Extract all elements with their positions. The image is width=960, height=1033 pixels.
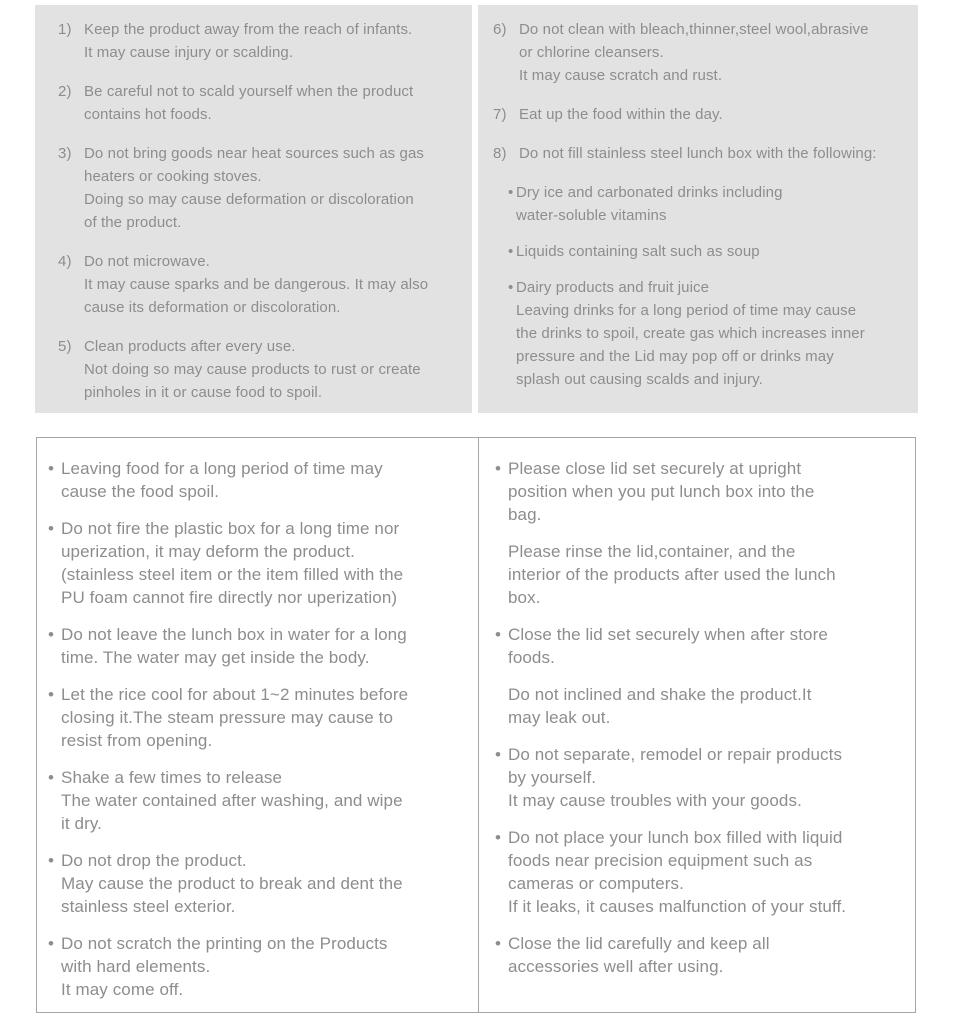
item-number: 5)	[58, 338, 72, 355]
text-line: Liquids containing salt such as soup	[516, 243, 760, 260]
text-line: Do not scratch the printing on the Products	[61, 934, 388, 953]
text-line: box.	[508, 588, 541, 607]
instruction-item	[58, 80, 464, 126]
text-line: resist from opening.	[61, 731, 213, 750]
item-text	[519, 103, 912, 126]
item-text	[61, 849, 472, 918]
item-number: 2)	[58, 83, 72, 100]
text-line: Dairy products and fruit juice	[516, 279, 710, 296]
instruction-item	[495, 932, 907, 978]
item-text	[516, 240, 912, 263]
text-line: It may cause sparks and be dangerous. It may also	[84, 276, 429, 293]
care-notes-column-right	[478, 438, 915, 1012]
text-line: contains hot foods.	[84, 106, 212, 123]
bullet-icon: •	[495, 934, 502, 953]
item-text	[508, 623, 907, 669]
instruction-item	[495, 540, 907, 609]
item-text	[516, 181, 912, 227]
instruction-item	[495, 743, 907, 812]
text-line: the drinks to spoil, create gas which increases inner	[516, 325, 865, 342]
text-line: it dry.	[61, 814, 103, 833]
bullet-icon: •	[48, 768, 55, 787]
instruction-item	[48, 517, 472, 609]
item-text	[84, 80, 464, 126]
instruction-item	[508, 276, 912, 391]
bullet-icon: •	[495, 828, 502, 847]
instruction-item	[493, 18, 912, 87]
item-text	[508, 826, 907, 918]
item-number: 4)	[58, 253, 72, 270]
text-line: may leak out.	[508, 708, 611, 727]
text-line: or chlorine cleansers.	[519, 44, 664, 61]
text-line: time. The water may get inside the body.	[61, 648, 370, 667]
text-line: Close the lid carefully and keep all	[508, 934, 770, 953]
text-line: water-soluble vitamins	[516, 207, 667, 224]
text-line: Not doing so may cause products to rust or create	[84, 361, 421, 378]
text-line: If it leaks, it causes malfunction of your stuff.	[508, 897, 847, 916]
bullet-icon: •	[48, 459, 55, 478]
item-text	[519, 142, 912, 165]
text-line: Doing so may cause deformation or discoloration	[84, 191, 414, 208]
item-text	[516, 276, 912, 391]
text-line: Leaving food for a long period of time may	[61, 459, 383, 478]
text-line: It may come off.	[61, 980, 184, 999]
text-line: It may cause troubles with your goods.	[508, 791, 802, 810]
text-line: of the product.	[84, 214, 182, 231]
text-line: It may cause scratch and rust.	[519, 67, 723, 84]
text-line: closing it.The steam pressure may cause to	[61, 708, 394, 727]
instruction-item	[48, 623, 472, 669]
text-line: Eat up the food within the day.	[519, 106, 723, 123]
item-text	[61, 517, 472, 609]
bullet-icon: •	[508, 279, 514, 296]
text-line: Close the lid set securely when after store	[508, 625, 828, 644]
text-line: Dry ice and carbonated drinks including	[516, 184, 783, 201]
item-text	[61, 683, 472, 752]
instruction-item	[493, 142, 912, 165]
item-text	[61, 932, 472, 1001]
text-line: Do not clean with bleach,thinner,steel wool,abrasive	[519, 21, 869, 38]
text-line: heaters or cooking stoves.	[84, 168, 262, 185]
instruction-item	[495, 683, 907, 729]
item-number: 3)	[58, 145, 72, 162]
item-text	[84, 18, 464, 64]
text-line: splash out causing scalds and injury.	[516, 371, 763, 388]
text-line: foods.	[508, 648, 555, 667]
text-line: Keep the product away from the reach of infants.	[84, 21, 413, 38]
text-line: with hard elements.	[61, 957, 211, 976]
item-text	[508, 932, 907, 978]
item-number: 7)	[493, 106, 507, 123]
item-text	[61, 457, 472, 503]
text-line: cause the food spoil.	[61, 482, 220, 501]
item-number: 1)	[58, 21, 72, 38]
text-line: May cause the product to break and dent the	[61, 874, 403, 893]
item-text	[519, 18, 912, 87]
text-line: uperization, it may deform the product.	[61, 542, 355, 561]
instruction-item	[508, 181, 912, 227]
text-line: The water contained after washing, and wipe	[61, 791, 403, 810]
instruction-item	[495, 457, 907, 526]
text-line: Do not fire the plastic box for a long time nor	[61, 519, 400, 538]
text-line: Do not inclined and shake the product.It	[508, 685, 812, 704]
bullet-icon: •	[48, 685, 55, 704]
text-line: PU foam cannot fire directly nor uperization)	[61, 588, 398, 607]
text-line: Let the rice cool for about 1~2 minutes before	[61, 685, 409, 704]
instruction-item	[508, 240, 912, 263]
item-text	[84, 250, 464, 319]
instruction-item	[48, 932, 472, 1001]
instruction-item	[58, 18, 464, 64]
text-line: bag.	[508, 505, 542, 524]
bullet-icon: •	[48, 519, 55, 538]
item-text	[508, 683, 907, 729]
bullet-icon: •	[48, 625, 55, 644]
instruction-item	[48, 683, 472, 752]
item-text	[508, 457, 907, 526]
text-line: Do not bring goods near heat sources such as gas	[84, 145, 425, 162]
numbered-warnings-section	[35, 5, 918, 413]
text-line: Do not place your lunch box filled with liquid	[508, 828, 843, 847]
instruction-item	[48, 766, 472, 835]
text-line: pinholes in it or cause food to spoil.	[84, 384, 323, 401]
text-line: cameras or computers.	[508, 874, 684, 893]
item-text	[84, 142, 464, 234]
instruction-item	[48, 457, 472, 503]
text-line: by yourself.	[508, 768, 597, 787]
bullet-icon: •	[495, 625, 502, 644]
item-number: 8)	[493, 145, 507, 162]
bullet-icon: •	[48, 851, 55, 870]
text-line: (stainless steel item or the item filled with the	[61, 565, 404, 584]
text-line: Be careful not to scald yourself when the product	[84, 83, 414, 100]
instruction-item	[58, 250, 464, 319]
text-line: Leaving drinks for a long period of time may cause	[516, 302, 857, 319]
text-line: position when you put lunch box into the	[508, 482, 815, 501]
text-line: Do not leave the lunch box in water for a long	[61, 625, 407, 644]
text-line: Do not fill stainless steel lunch box with the following:	[519, 145, 877, 162]
care-notes-box	[36, 437, 916, 1013]
bullet-icon: •	[48, 934, 55, 953]
warnings-panel-left	[35, 5, 472, 413]
text-line: interior of the products after used the lunch	[508, 565, 836, 584]
text-line: Do not microwave.	[84, 253, 210, 270]
instruction-item	[495, 826, 907, 918]
instruction-item	[48, 849, 472, 918]
text-line: accessories well after using.	[508, 957, 724, 976]
warnings-panel-right	[478, 5, 918, 413]
text-line: Do not drop the product.	[61, 851, 247, 870]
instruction-item	[495, 623, 907, 669]
text-line: It may cause injury or scalding.	[84, 44, 294, 61]
text-line: Please rinse the lid,container, and the	[508, 542, 796, 561]
text-line: Clean products after every use.	[84, 338, 296, 355]
item-text	[508, 540, 907, 609]
text-line: Please close lid set securely at upright	[508, 459, 802, 478]
instruction-item	[58, 142, 464, 234]
bullet-icon: •	[495, 459, 502, 478]
text-line: foods near precision equipment such as	[508, 851, 813, 870]
instruction-item	[58, 335, 464, 404]
item-text	[61, 623, 472, 669]
care-notes-column-left	[37, 438, 478, 1012]
text-line: pressure and the Lid may pop off or drinks may	[516, 348, 834, 365]
bullet-icon: •	[508, 184, 514, 201]
item-number: 6)	[493, 21, 507, 38]
instruction-item	[493, 103, 912, 126]
item-text	[508, 743, 907, 812]
item-text	[61, 766, 472, 835]
text-line: Do not separate, remodel or repair products	[508, 745, 843, 764]
bullet-icon: •	[508, 243, 514, 260]
text-line: cause its deformation or discoloration.	[84, 299, 341, 316]
item-text	[84, 335, 464, 404]
text-line: Shake a few times to release	[61, 768, 283, 787]
text-line: stainless steel exterior.	[61, 897, 236, 916]
bullet-icon: •	[495, 745, 502, 764]
